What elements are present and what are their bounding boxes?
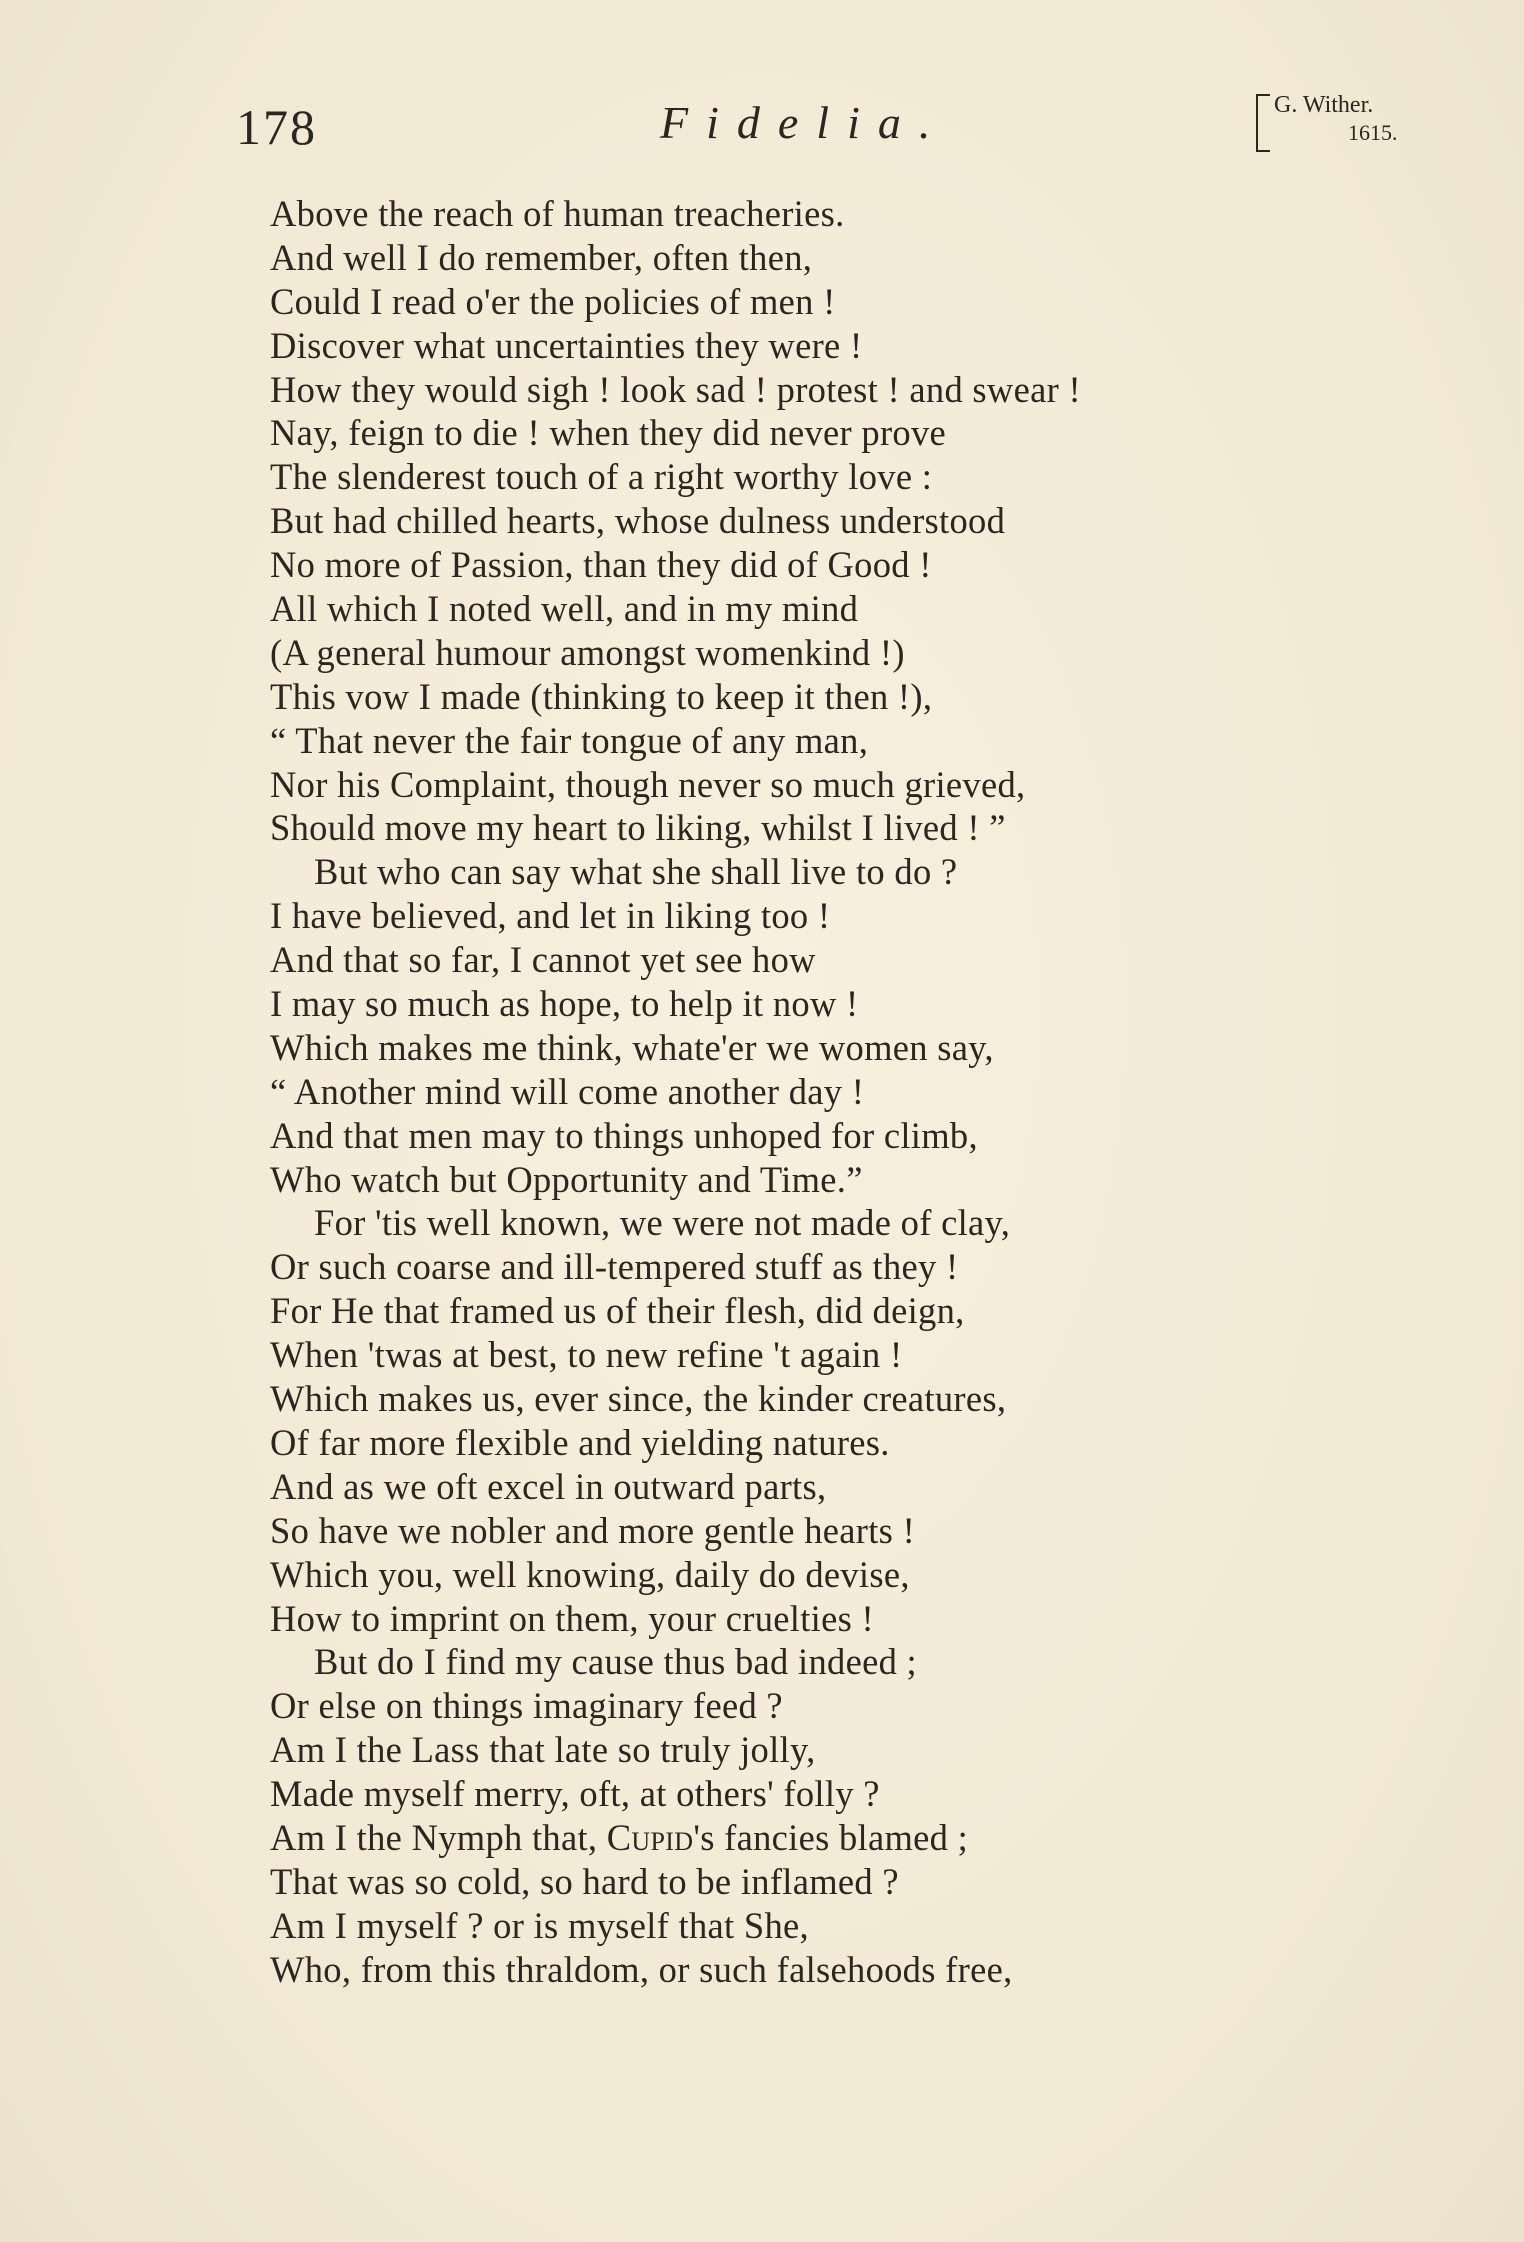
poem-line: For He that framed us of their flesh, did deign, [270,1290,965,1332]
small-caps-name: Cupid [606,1816,694,1858]
poem-line: The slenderest touch of a right worthy love : [270,456,933,498]
poem-line: Or else on things imaginary feed ? [270,1685,783,1727]
page-number: 178 [236,99,317,155]
poem-line: Which makes us, ever since, the kinder creatures, [270,1378,1007,1420]
poem-line: When 'twas at best, to new refine 't again ! [270,1334,903,1376]
bracket-mark [1256,94,1270,152]
poem-text [270,192,1410,1992]
poem-line: But had chilled hearts, whose dulness understood [270,500,1006,542]
poem-line: Am I myself ? or is myself that She, [270,1904,809,1946]
author-name: G. Wither. [1274,92,1374,118]
publication-year: 1615. [1348,120,1398,145]
poem-line: Or such coarse and ill-tempered stuff as they ! [270,1246,959,1288]
poem-line: Of far more flexible and yielding natures. [270,1421,890,1463]
poem-line: Who, from this thraldom, or such falsehoods free, [270,1948,1013,1990]
poem-line: I may so much as hope, to help it now ! [270,983,859,1025]
page-header [0,88,1524,168]
poem-line: All which I noted well, and in my mind [270,588,859,630]
poem-line: So have we nobler and more gentle hearts ! [270,1509,916,1551]
poem-line: No more of Passion, than they did of Good ! [270,544,932,586]
poem-line: “ That never the fair tongue of any man, [270,719,869,761]
poem-line: But do I find my cause thus bad indeed ; [314,1641,917,1683]
poem-line: And that so far, I cannot yet see how [270,939,816,981]
poem-line: Could I read o'er the policies of men ! [270,280,836,322]
poem-line: That was so cold, so hard to be inflamed ? [270,1860,899,1902]
poem-line: For 'tis well known, we were not made of clay, [314,1202,1011,1244]
poem-line: “ Another mind will come another day ! [270,1070,865,1112]
poem-line: How to imprint on them, your cruelties ! [270,1597,875,1639]
poem-line: Who watch but Opportunity and Time.” [270,1158,863,1200]
poem-line: Should move my heart to liking, whilst I lived ! ” [270,807,1006,849]
poem-line: And well I do remember, often then, [270,236,813,278]
poem-line: Which you, well knowing, daily do devise, [270,1553,910,1595]
poem-line: But who can say what she shall live to do ? [314,851,958,893]
poem-line: This vow I made (thinking to keep it then !), [270,675,933,717]
poem-line: And as we oft excel in outward parts, [270,1465,827,1507]
poem-line: And that men may to things unhoped for climb, [270,1114,978,1156]
poem-line: I have believed, and let in liking too ! [270,895,831,937]
poem-line: Nor his Complaint, though never so much grieved, [270,763,1026,805]
author-note [1256,92,1416,152]
poem-line: Am I the Nymph that, Cupid's fancies blamed ; [270,1816,969,1858]
poem-line: (A general humour amongst womenkind !) [270,631,905,673]
poem-line: Nay, feign to die ! when they did never prove [270,412,947,454]
poem-line: Discover what uncertainties they were ! [270,324,863,366]
poem-line: Am I the Lass that late so truly jolly, [270,1729,816,1771]
poem-line: Which makes me think, whate'er we women say, [270,1026,994,1068]
poem-line: Made myself merry, oft, at others' folly ? [270,1773,880,1815]
poem-line: Above the reach of human treacheries. [270,193,845,234]
running-title: Fidelia. [660,97,949,148]
poem-line: How they would sigh ! look sad ! protest ! and swear ! [270,368,1081,410]
